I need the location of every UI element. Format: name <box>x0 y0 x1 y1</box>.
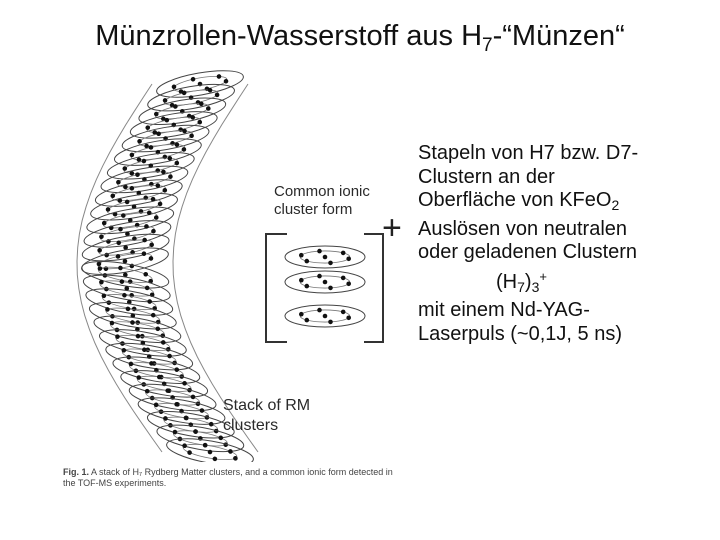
atom-dot <box>135 172 140 177</box>
atom-dot <box>299 312 304 317</box>
rm-cluster <box>85 202 175 239</box>
atom-dot <box>216 74 221 79</box>
rm-cluster <box>129 106 219 143</box>
atom-dot <box>305 284 310 289</box>
common-ionic-cluster-label <box>274 183 370 219</box>
atom-dot <box>341 310 346 315</box>
cluster-figure <box>55 62 415 502</box>
atom-dot <box>182 381 187 386</box>
formula-open: (H <box>496 270 518 293</box>
body-line-1: Stapeln von H7 bzw. D7- <box>418 142 639 164</box>
atom-dot <box>125 306 130 311</box>
atom-dot <box>130 320 135 325</box>
atom-dot <box>135 333 140 338</box>
atom-dot <box>122 293 127 298</box>
formula-sub2: 3 <box>531 278 540 295</box>
atom-dot <box>132 306 137 311</box>
rm-cluster <box>155 66 245 103</box>
atom-dot <box>299 278 304 283</box>
body-line-3-sub: 2 <box>611 197 620 213</box>
atom-dot <box>129 293 134 298</box>
atom-dot <box>151 312 156 317</box>
body-line-3-text: Oberfläche von KFeO <box>418 189 612 211</box>
caption-line1: A stack of H₇ Rydberg Matter clusters, and a common ionic form detected in <box>89 467 393 477</box>
body-line-5: oder geladenen Clustern <box>418 241 638 263</box>
atom-dot <box>155 168 160 173</box>
atom-dot <box>209 422 214 427</box>
atom-dot <box>207 449 212 454</box>
rm-cluster <box>84 284 174 321</box>
atom-dot <box>305 318 310 323</box>
stack-label-line2: clusters <box>223 417 279 434</box>
body-text <box>418 142 718 346</box>
atom-dot <box>341 276 346 281</box>
formula-sup: + <box>539 268 547 284</box>
title-suffix: -“Münzen“ <box>492 20 625 52</box>
atom-dot <box>328 286 333 291</box>
common-label-line2: cluster form <box>274 201 353 218</box>
atom-dot <box>346 282 351 287</box>
common-label-line1: Common ionic <box>274 183 370 200</box>
atom-dot <box>346 316 351 321</box>
title-subscript: 7 <box>482 35 493 56</box>
atom-dot <box>228 449 233 454</box>
atom-dot <box>317 249 322 254</box>
atom-dot <box>305 259 310 264</box>
atom-dot <box>323 314 328 319</box>
formula-sub1: 7 <box>517 278 525 295</box>
stack-label <box>223 396 310 436</box>
atom-dot <box>167 353 172 358</box>
title-prefix: Münzrollen-Wasserstoff aus H <box>95 20 483 52</box>
rm-cluster <box>120 120 210 157</box>
rm-cluster <box>285 246 365 268</box>
atom-dot <box>190 394 195 399</box>
atom-dot <box>187 450 192 455</box>
atom-dot <box>155 326 160 331</box>
rm-cluster <box>88 297 178 334</box>
formula-close: ) <box>524 270 532 293</box>
body-line-7: mit einem Nd-YAG- <box>418 299 590 321</box>
atom-dot <box>328 261 333 266</box>
atom-dot <box>174 367 179 372</box>
atom-dot <box>328 320 333 325</box>
atom-dot <box>118 265 123 270</box>
rm-cluster <box>127 379 217 416</box>
rm-cluster <box>119 365 209 402</box>
atom-dot <box>142 347 147 352</box>
atom-dot <box>341 251 346 256</box>
atom-dot <box>198 436 203 441</box>
rm-cluster <box>137 93 227 130</box>
atom-dot <box>190 77 195 82</box>
body-line-2: Clustern an der <box>418 165 555 188</box>
atom-dot <box>143 272 148 277</box>
plus-sign: + <box>382 209 402 247</box>
atom-dot <box>199 408 204 413</box>
atom-dot <box>317 274 322 279</box>
ion-formula <box>418 265 718 300</box>
atom-dot <box>141 158 146 163</box>
body-line-3 <box>418 189 718 218</box>
caption-bold: Fig. 1. <box>63 467 90 477</box>
atom-dot <box>145 285 150 290</box>
body-line-4: Auslösen von neutralen <box>418 217 628 240</box>
figure-caption <box>63 467 418 489</box>
atom-dot <box>323 255 328 260</box>
atom-dot <box>346 257 351 262</box>
atom-dot <box>323 280 328 285</box>
rm-cluster <box>113 134 203 171</box>
slide-title <box>0 18 720 64</box>
atom-dot <box>212 456 217 461</box>
atom-dot <box>162 154 167 159</box>
atom-dot <box>202 442 207 447</box>
ionic-cluster-stack <box>285 246 365 327</box>
atom-dot <box>147 299 152 304</box>
caption-line2: the TOF-MS experiments. <box>63 478 167 488</box>
atom-dot <box>317 308 322 313</box>
rm-cluster <box>285 271 365 293</box>
atom-dot <box>299 253 304 258</box>
rm-cluster <box>285 305 365 327</box>
atom-dot <box>170 141 175 146</box>
atom-dot <box>148 145 153 150</box>
rm-cluster <box>146 79 236 116</box>
atom-dot <box>193 429 198 434</box>
body-line-8: Laserpuls (~0,1J, 5 ns) <box>418 322 622 345</box>
rm-cluster <box>111 352 201 389</box>
atom-dot <box>149 182 154 187</box>
rm-cluster <box>89 188 179 225</box>
atom-dot <box>161 340 166 345</box>
stack-label-line1: Stack of RM <box>223 397 311 414</box>
atom-dot <box>129 186 134 191</box>
